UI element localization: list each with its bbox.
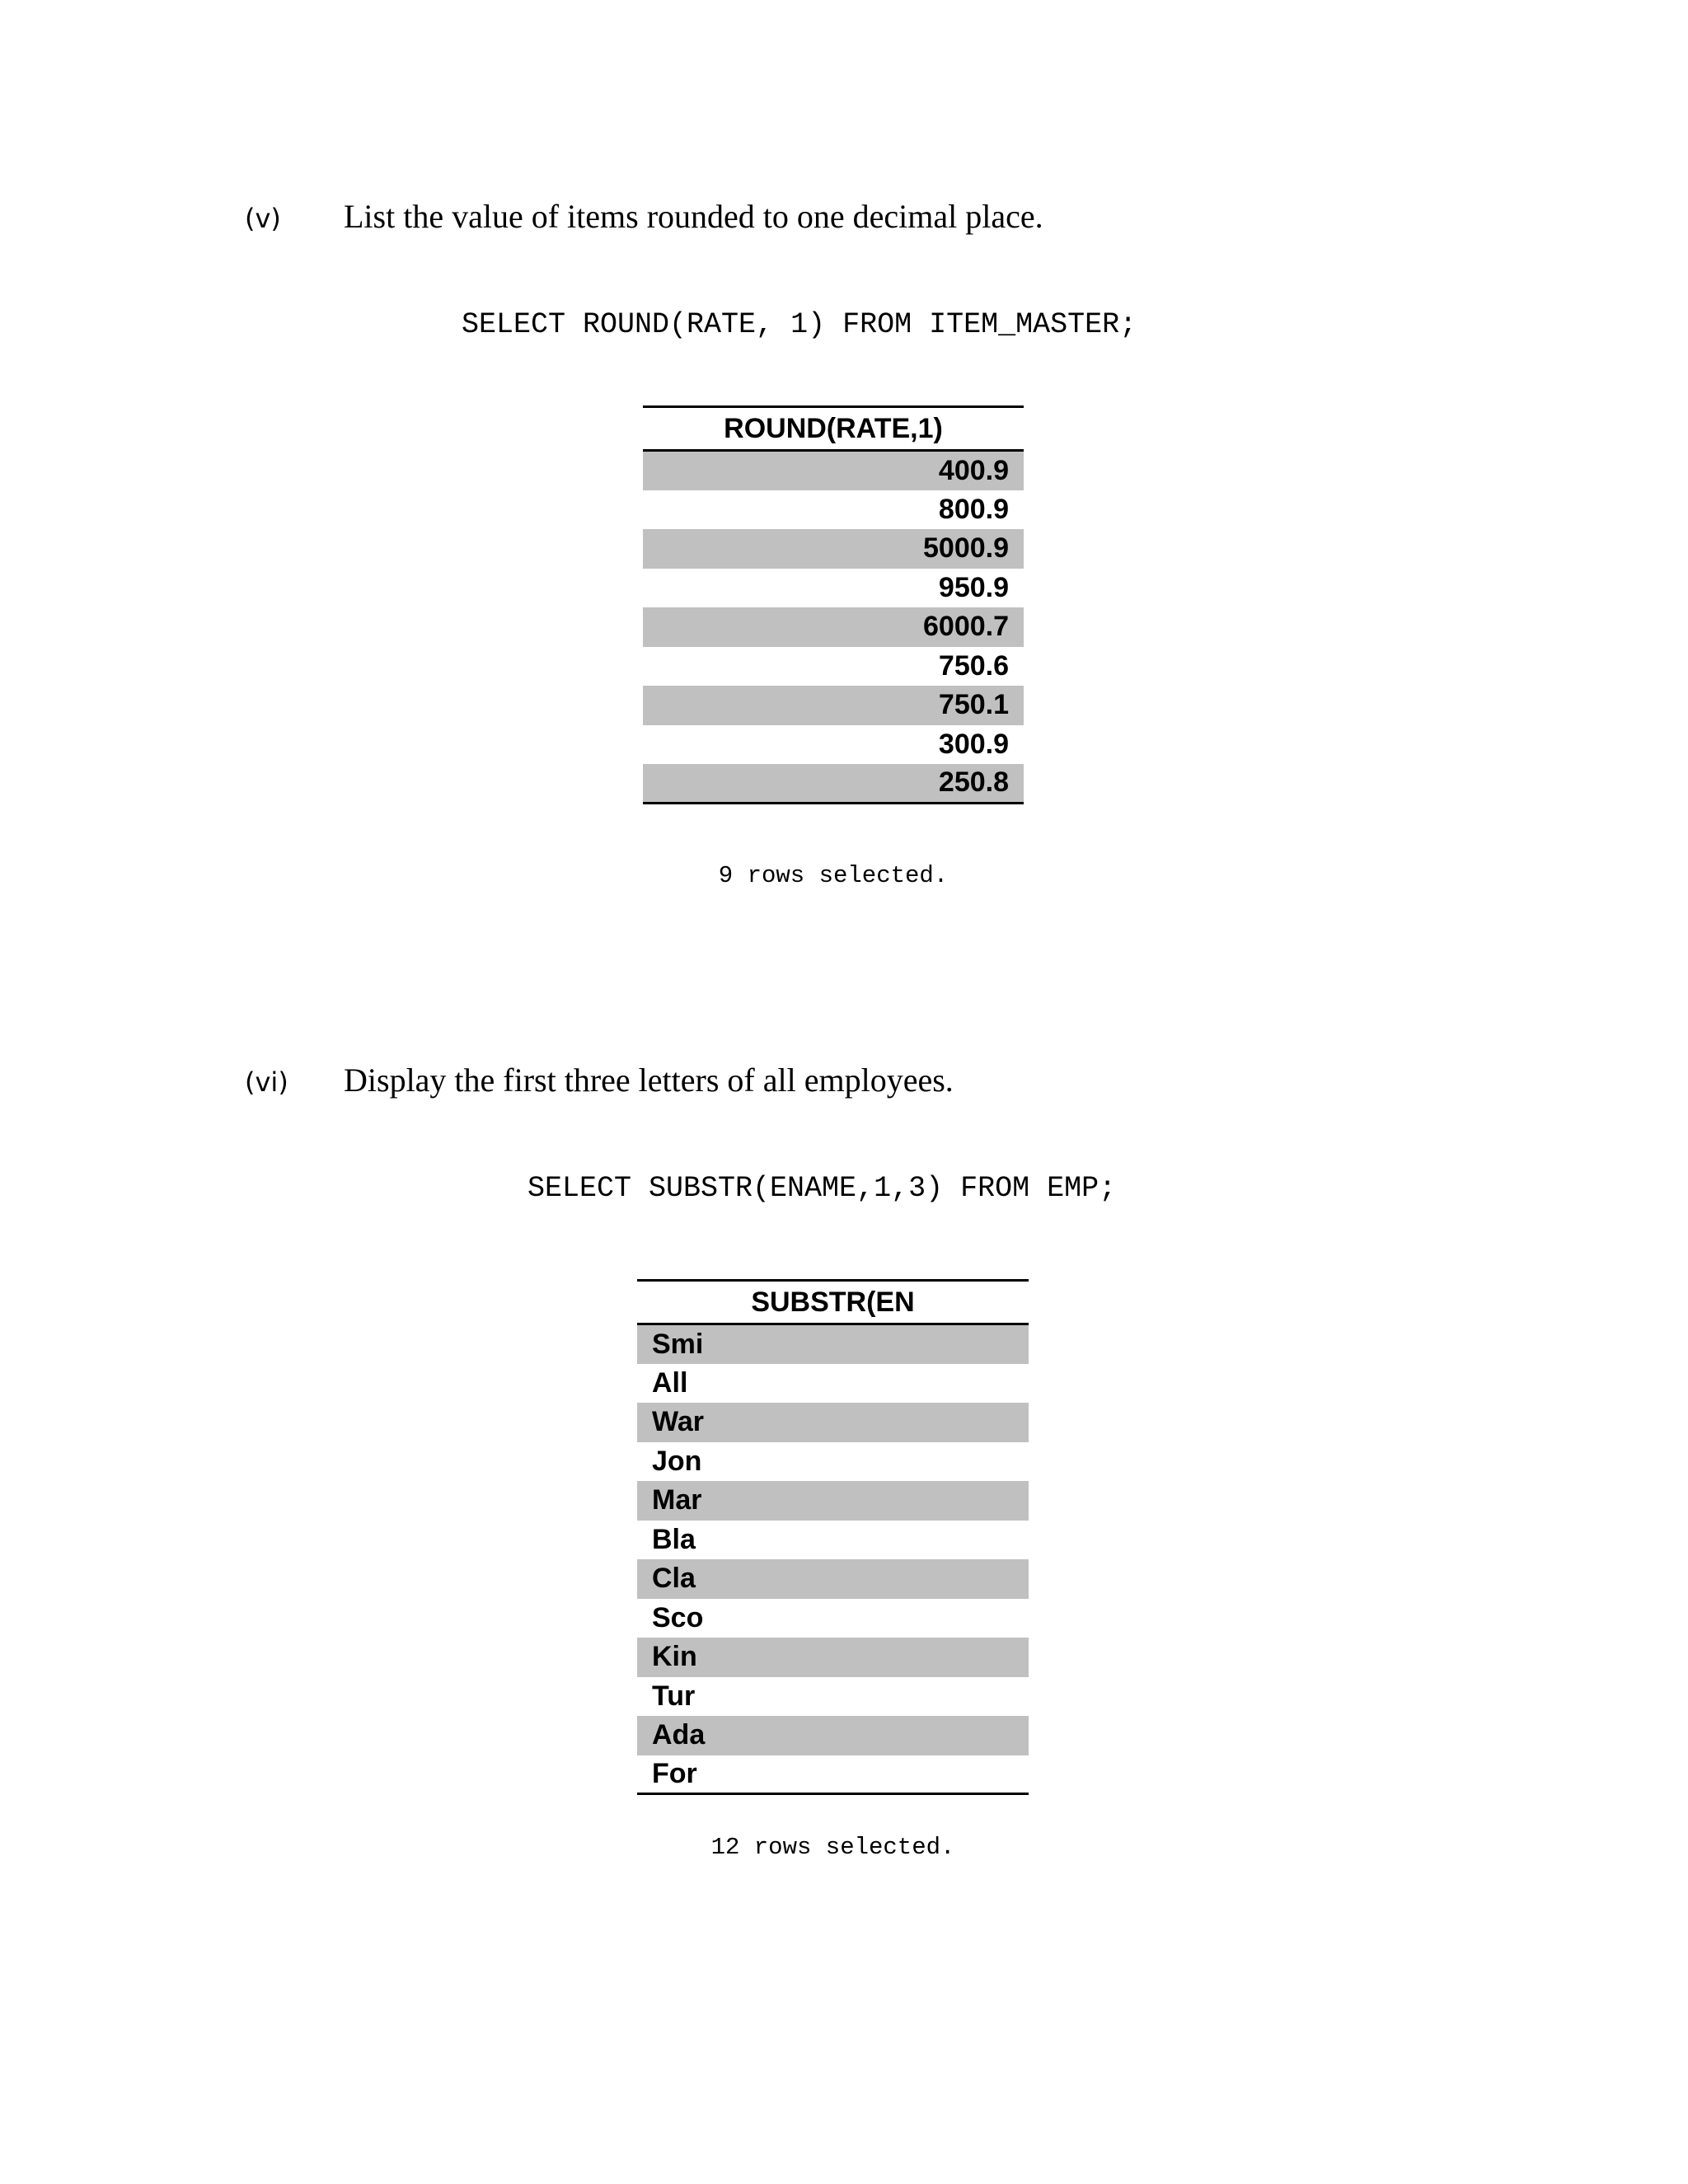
- table-row: [643, 607, 1024, 647]
- section-v-question: List the value of items rounded to one decimal place.: [344, 198, 1043, 235]
- table-cell: 750.1: [643, 686, 1024, 725]
- table-header: SUBSTR(EN: [637, 1281, 1029, 1324]
- table-cell: 800.9: [938, 493, 1009, 525]
- table-row: [643, 490, 1024, 529]
- table-row: [637, 1599, 1029, 1638]
- table-header: ROUND(RATE,1): [643, 407, 1024, 451]
- table-row: [637, 1324, 1029, 1364]
- table-row: [643, 725, 1024, 764]
- table-row: [637, 1364, 1029, 1403]
- table-cell: Bla: [652, 1523, 696, 1555]
- section-v-sql-query: SELECT ROUND(RATE, 1) FROM ITEM_MASTER;: [462, 308, 1137, 341]
- section-vi-label: (vi): [245, 1066, 288, 1098]
- table-row: [637, 1716, 1029, 1755]
- table-row: [643, 686, 1024, 725]
- table-row: [637, 1638, 1029, 1677]
- table-row: [637, 1559, 1029, 1599]
- round-result-body: [643, 451, 1024, 804]
- section-vi-rows-selected: 12 rows selected.: [710, 1834, 955, 1861]
- section-v-label: (v): [245, 203, 281, 234]
- table-row: [643, 647, 1024, 686]
- table-row: [637, 1755, 1029, 1794]
- table-row: [643, 569, 1024, 607]
- table-row: [643, 764, 1024, 804]
- table-row: [637, 1521, 1029, 1559]
- table-cell: Smi: [637, 1324, 1029, 1364]
- section-vi-sql-query: SELECT SUBSTR(ENAME,1,3) FROM EMP;: [528, 1172, 1117, 1205]
- table-cell: Ada: [637, 1716, 1029, 1755]
- substr-result-table: [637, 1279, 1029, 1795]
- table-cell: All: [652, 1366, 688, 1399]
- table-cell: 6000.7: [643, 607, 1024, 647]
- table-cell: For: [652, 1757, 697, 1789]
- table-cell: War: [637, 1403, 1029, 1442]
- round-result-table: [643, 405, 1024, 804]
- table-cell: Sco: [652, 1601, 704, 1633]
- table-row: [637, 1677, 1029, 1716]
- table-row: [643, 529, 1024, 569]
- table-cell: 300.9: [938, 728, 1009, 760]
- table-cell: 400.9: [643, 451, 1024, 490]
- substr-result-body: [637, 1324, 1029, 1794]
- table-cell: 950.9: [938, 571, 1009, 603]
- table-cell: 750.6: [938, 649, 1009, 682]
- table-row: [637, 1481, 1029, 1521]
- table-row: [643, 451, 1024, 490]
- section-vi-question: Display the first three letters of all employees.: [344, 1062, 954, 1099]
- table-cell: 250.8: [643, 764, 1024, 804]
- table-cell: Kin: [637, 1638, 1029, 1677]
- table-cell: Mar: [637, 1481, 1029, 1521]
- table-cell: Jon: [652, 1445, 702, 1477]
- table-cell: 5000.9: [643, 529, 1024, 569]
- table-cell: Cla: [637, 1559, 1029, 1599]
- table-row: [637, 1442, 1029, 1481]
- table-cell: Tur: [652, 1680, 696, 1712]
- section-v-rows-selected: 9 rows selected.: [718, 862, 949, 889]
- table-row: [637, 1403, 1029, 1442]
